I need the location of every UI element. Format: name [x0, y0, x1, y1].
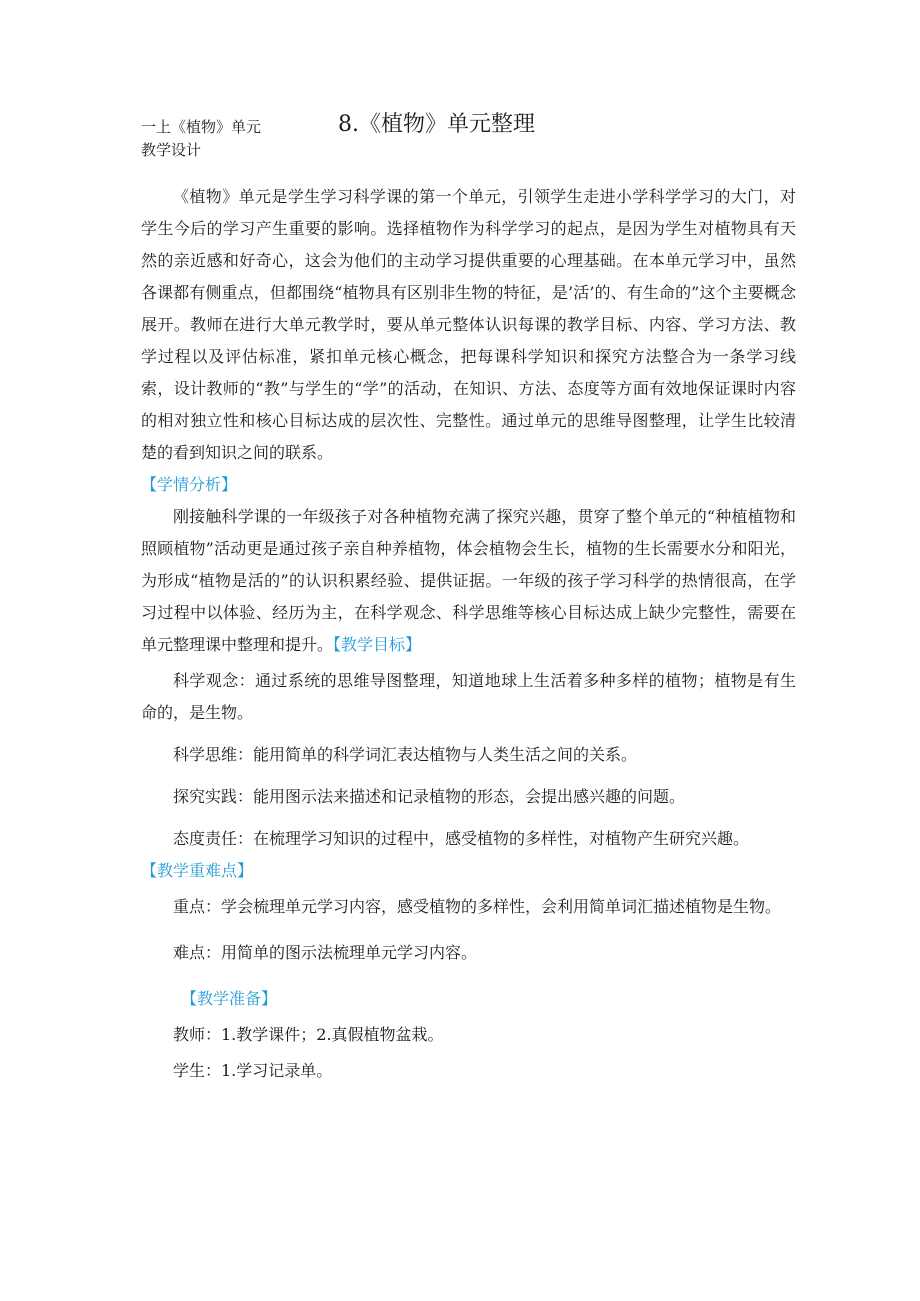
key-point-difficulty: 难点：用简单的图示法梳理单元学习内容。	[173, 943, 478, 962]
goal-item: 探究实践：能用图示法来描述和记录植物的形态，会提出感兴趣的问题。	[173, 787, 686, 806]
goal-item: 态度责任：在梳理学习知识的过程中，感受植物的多样性，对植物产生研究兴趣。	[173, 829, 750, 848]
key-point-focus: 重点：学会梳理单元学习内容，感受植物的多样性，会利用简单词汇描述植物是生物。	[173, 897, 782, 916]
analysis-paragraph	[141, 501, 796, 661]
preparation-teacher: 教师：1.教学课件；2.真假植物盆栽。	[173, 1025, 444, 1044]
section-heading-analysis: 【学情分析】	[141, 475, 238, 494]
section-heading-goals: 【教学目标】	[333, 635, 422, 654]
unit-label: 一上《植物》单元教学设计	[141, 118, 262, 159]
analysis-text: 刚接触科学课的一年级孩子对各种植物充满了探究兴趣，贯穿了整个单元的“种植植物和照顾植物”活动更是通过孩子亲自种养植物，体会植物会生长，植物的生长需要水分和阳光，为形成“植物是活的”的认识积累经验、提供证据。一年级的孩子学习科学的热情很高，在学习过程中以体验、经历为主，在科学观念、科学思维等核心目标达成上缺少完整性，需要在单元整理课中整理和提升。	[141, 507, 796, 654]
section-heading-key-points: 【教学重难点】	[141, 861, 254, 880]
preparation-student: 学生：1.学习记录单。	[173, 1061, 333, 1080]
goal-item: 科学观念：通过系统的思维导图整理，知道地球上生活着多种多样的植物；植物是有生命的，是生物。	[141, 671, 796, 722]
page-title: 8.《植物》单元整理	[338, 112, 535, 137]
intro-paragraph: 《植物》单元是学生学习科学课的第一个单元，引领学生走进小学科学学习的大门，对学生今后的学习产生重要的影响。选择植物作为科学学习的起点，是因为学生对植物具有天然的亲近感和好奇心，这会为他们的主动学习提供重要的心理基础。在本单元学习中，虽然各课都有侧重点，但都围绕“植物具有区别非生物的特征，是’活’的、有生命的”这个主要概念展开。教师在进行大单元教学时，要从单元整体认识每课的教学目标、内容、学习方法、教学过程以及评估标准，紧扣单元核心概念，把每课科学知识和探究方法整合为一条学习线索，设计教师的“教”与学生的“学”的活动，在知识、方法、态度等方面有效地保证课时内容的相对独立性和核心目标达成的层次性、完整性。通过单元的思维导图整理，让学生比较清楚的看到知识之间的联系。	[141, 187, 796, 462]
document-body	[141, 181, 796, 1087]
section-heading-preparation: 【教学准备】	[181, 989, 278, 1008]
goal-item: 科学思维：能用简单的科学词汇表达植物与人类生活之间的关系。	[173, 745, 638, 764]
